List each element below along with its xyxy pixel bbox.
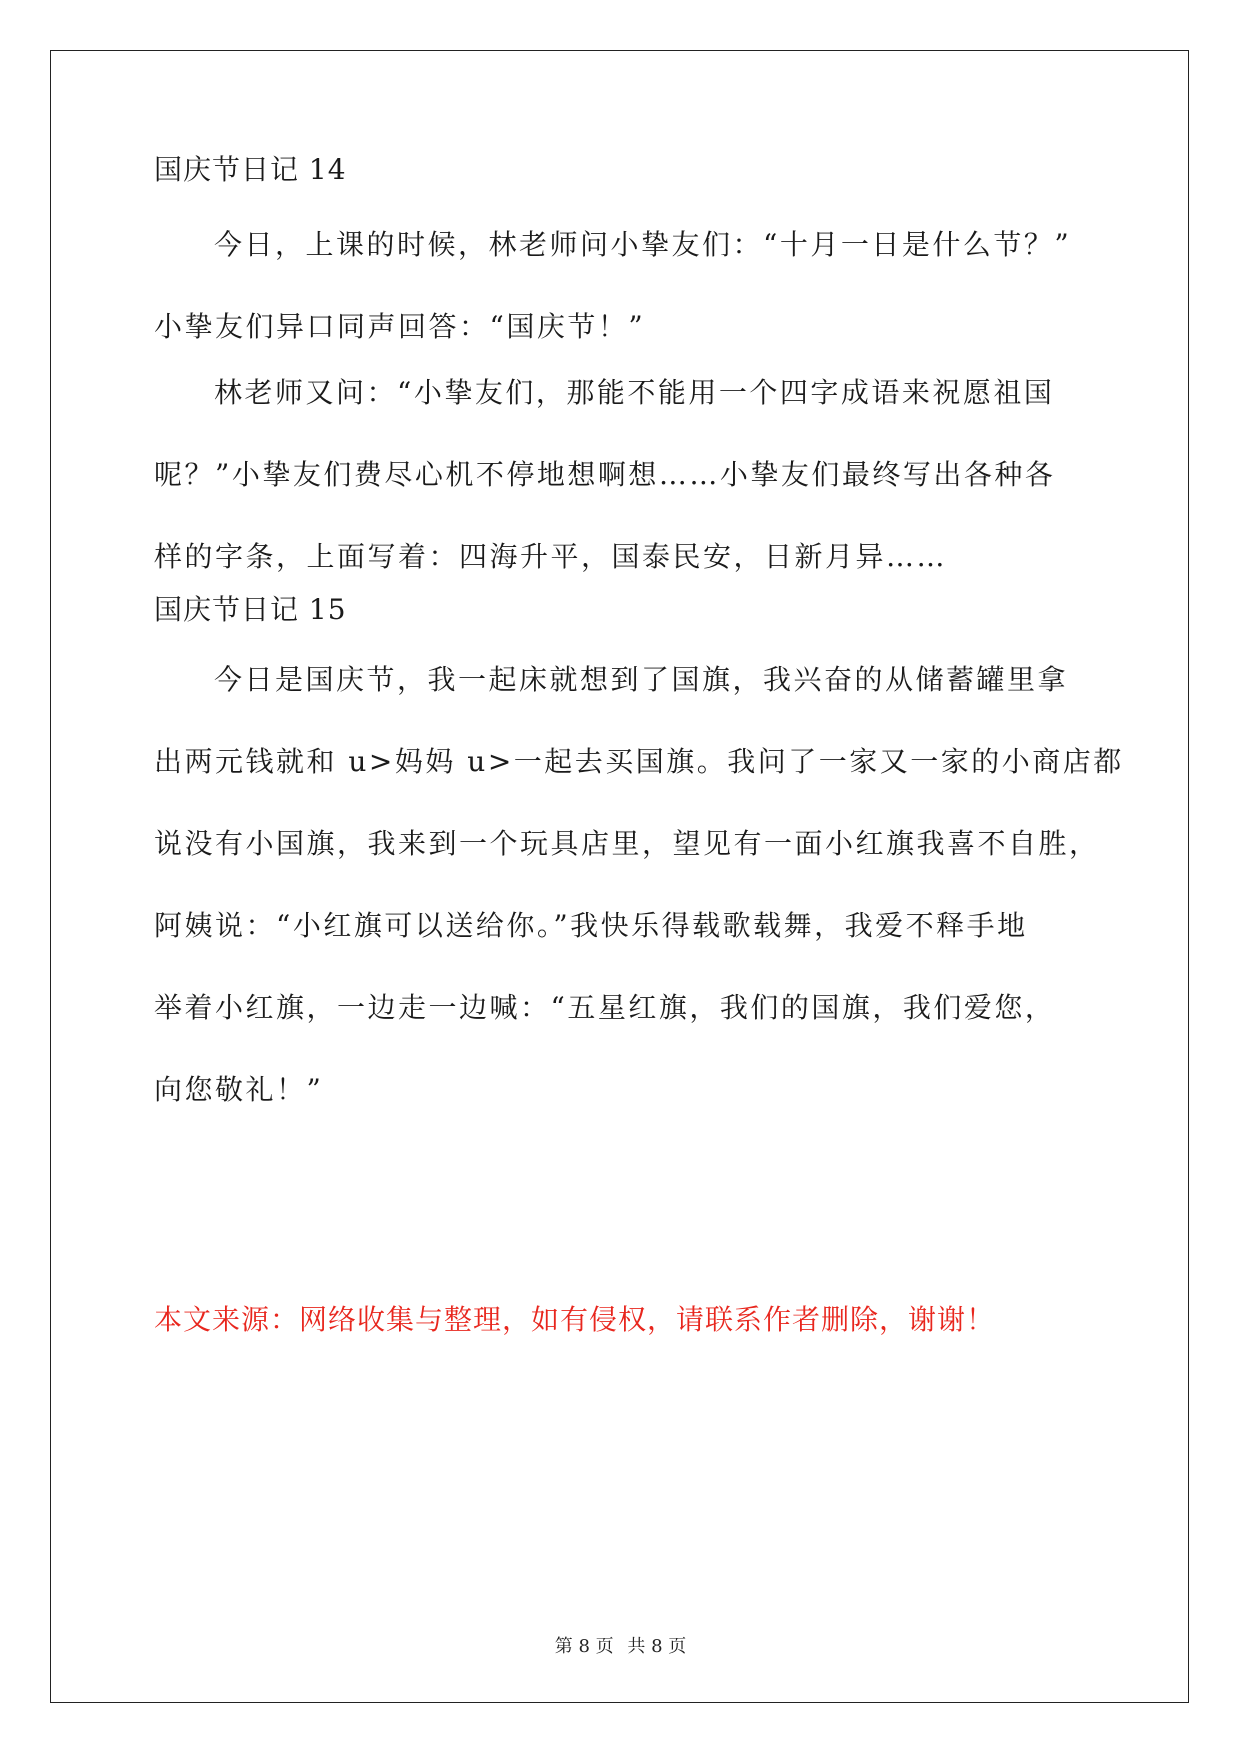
paragraph-line: 说没有小国旗，我来到一个玩具店里，望见有一面小红旗我喜不自胜， <box>154 827 1100 860</box>
paragraph-line: 今日是国庆节，我一起床就想到了国旗，我兴奋的从储蓄罐里拿 <box>214 663 1069 696</box>
paragraph-line: 出两元钱就和 u>妈妈 u>一起去买国旗。我问了一家又一家的小商店都 <box>154 745 1124 778</box>
paragraph-3 <box>154 660 1124 1152</box>
page-footer <box>0 1635 1241 1659</box>
diary-heading-15: 国庆节日记 15 <box>154 593 347 626</box>
paragraph-line: 林老师又问：“小挚友们，那能不能用一个四字成语来祝愿祖国 <box>214 376 1055 409</box>
paragraph-line: 举着小红旗，一边走一边喊：“五星红旗，我们的国旗，我们爱您， <box>154 991 1056 1024</box>
paragraph-line: 向您敬礼！” <box>154 1073 324 1106</box>
paragraph-line: 小挚友们异口同声回答：“国庆节！” <box>154 310 646 343</box>
paragraph-2 <box>154 373 1094 619</box>
page-number: 第 8 页 <box>554 1636 614 1657</box>
source-note: 本文来源：网络收集与整理，如有侵权，请联系作者删除，谢谢！ <box>154 1303 996 1336</box>
paragraph-line: 样的字条，上面写着：四海升平，国泰民安，日新月异…… <box>154 540 948 573</box>
paragraph-line: 阿姨说：“小红旗可以送给你。”我快乐得载歌载舞，我爱不释手地 <box>154 909 1028 942</box>
page-total: 共 8 页 <box>627 1636 687 1657</box>
paragraph-line: 呢？”小挚友们费尽心机不停地想啊想……小挚友们最终写出各种各 <box>154 458 1056 491</box>
paragraph-1 <box>154 225 1094 389</box>
diary-heading-14: 国庆节日记 14 <box>154 153 347 186</box>
paragraph-line: 今日，上课的时候，林老师问小挚友们：“十月一日是什么节？” <box>214 228 1072 261</box>
